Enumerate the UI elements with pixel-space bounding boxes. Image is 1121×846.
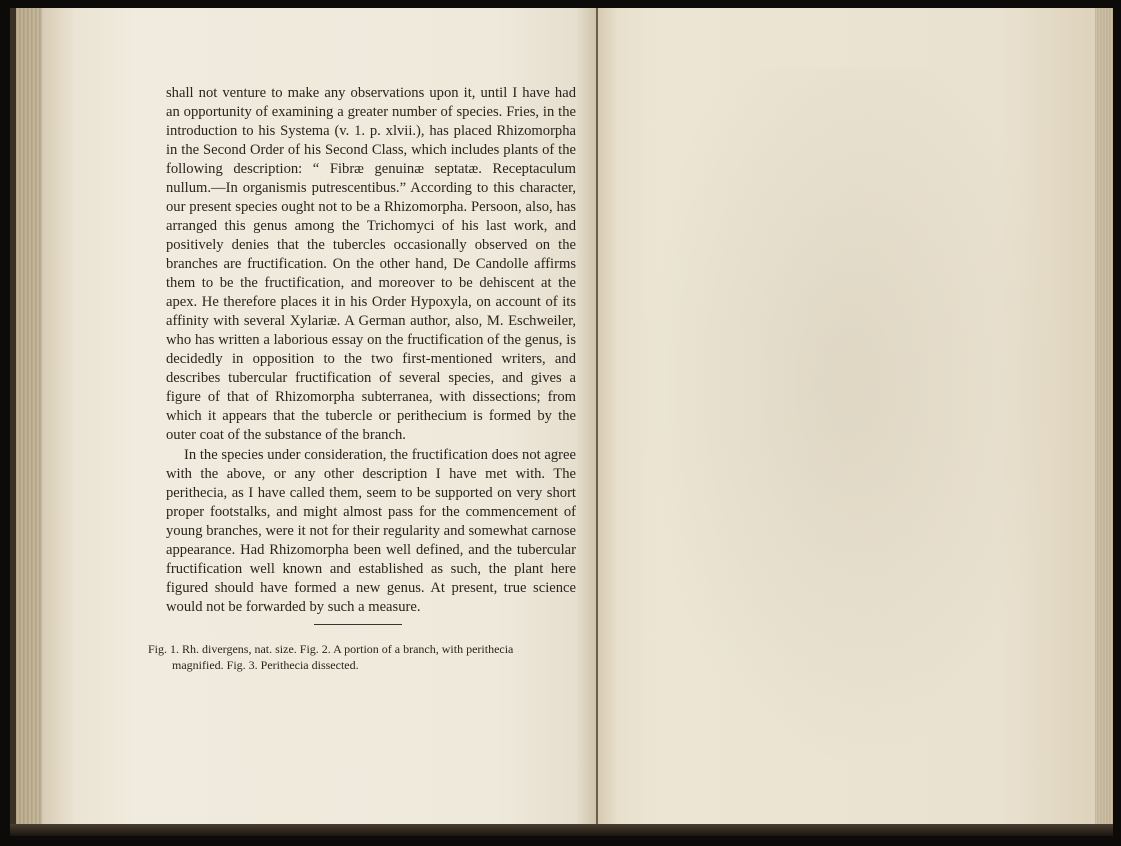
section-rule (314, 624, 402, 625)
figure-caption (148, 641, 560, 673)
page-edges (16, 8, 42, 834)
caption-line-2: magnified. Fig. 3. Perithecia dissected. (172, 658, 359, 672)
caption-line-1: Fig. 1. Rh. divergens, nat. size. Fig. 2. A portion of a branch, with perithecia (148, 642, 514, 656)
paragraph-2: In the species under consideration, the fructification does not agree with the above, or any other description I have met with. The perithecia, as I have called them, seem to be supported on very short proper footstalks, and might almost pass for the commencement of young branches, were it not for their regularity and somewhat carnose appearance. Had Rhizomorpha been well defined, and the tubercular fructification well known and established as such, the plant here figured should have formed a new genus. At present, true science would not be forwarded by such a measure. (166, 447, 576, 615)
paragraph-1: shall not venture to make any observations upon it, until I have had an opportunity of examining a greater number of species. Fries, in the introduction to his Systema (v. 1. p. xlvii.), has placed Rhizomorpha in the Second Order of his Second Class, which includes plants of the following description: “ Fibræ genuinæ septatæ. Receptaculum nullum.—In organismis putrescentibus.” According to this character, our present species ought not to be a Rhizomorpha. Persoon, also, has arranged this genus among the Trichomyci of his last work, and positively denies that the tubercles occasionally observed on the branches are fructification. On the other hand, De Candolle affirms them to be the fructification, and moreover to be dehiscent at the apex. He therefore places it in his Order Hypoxyla, on account of its affinity with several Xylariæ. A German author, also, M. Eschweiler, who has written a laborious essay on the fructification of the genus, is decidedly in opposition to the two first-mentioned writers, and describes tubercular fructification of several species, and gives a figure of that of Rhizomorpha subterranea, with dissections; from which it appears that the tubercle or perithecium is formed by the outer coat of the substance of the branch. (166, 85, 576, 443)
right-page-blank (598, 8, 1113, 834)
body-text (166, 84, 576, 617)
right-page-edge (1095, 8, 1113, 834)
book-bottom-edge (10, 824, 1113, 836)
show-through-plate (638, 68, 1058, 768)
